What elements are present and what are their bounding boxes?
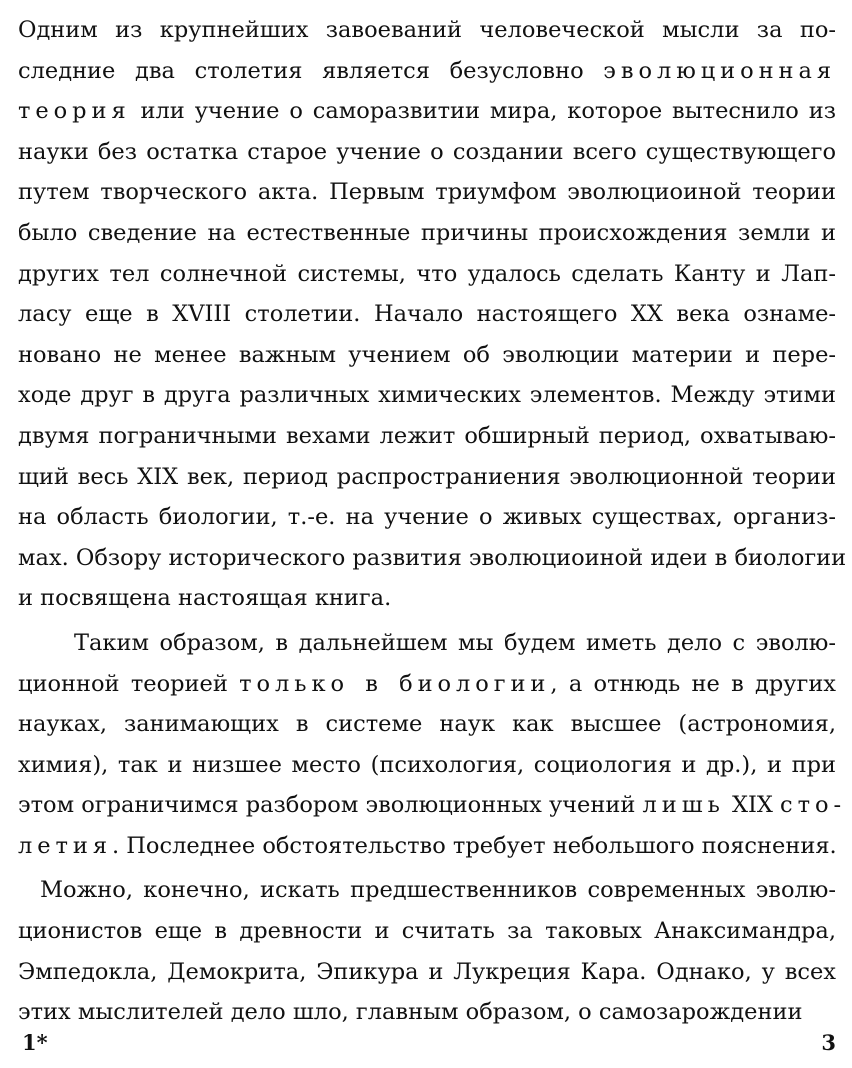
text-segment: щий весь XIX век, период распространиения эволюционной теории xyxy=(18,463,836,490)
text-line xyxy=(18,375,836,416)
text-line xyxy=(18,416,836,457)
text-segment: и посвящена настоящая книга. xyxy=(18,585,392,612)
paragraph xyxy=(18,10,847,619)
text-segment: науки без остатка старое учение о создании всего существующего xyxy=(18,138,836,165)
spaced-emphasis-text: только в биологии xyxy=(239,670,551,697)
text-line xyxy=(18,785,847,826)
text-line xyxy=(18,992,836,1033)
spaced-emphasis-text: сто- xyxy=(780,792,847,819)
signature-mark: 1* xyxy=(22,1030,48,1055)
spaced-emphasis-text: летия xyxy=(18,832,112,859)
text-line xyxy=(18,497,836,538)
paragraph xyxy=(18,870,836,1032)
text-segment: ционной теорией xyxy=(18,670,240,697)
text-line xyxy=(18,578,836,619)
text-line xyxy=(18,952,836,993)
text-segment: двумя пограничными вехами лежит обширный период, охватываю- xyxy=(18,422,836,449)
paragraph xyxy=(18,623,847,867)
body-text xyxy=(18,10,847,1033)
text-segment: путем творческого акта. Первым триумфом эволюциоиной теории xyxy=(18,179,836,206)
text-line xyxy=(18,254,836,295)
page-number: 3 xyxy=(821,1030,836,1055)
text-line xyxy=(18,826,836,867)
text-segment: ционистов еще в древности и считать за таковых Анаксимандра, xyxy=(18,918,836,945)
text-segment: ласу еще в XVIII столетии. Начало настоящего XX века ознаме- xyxy=(18,301,836,328)
text-line xyxy=(18,870,836,911)
text-segment: этом ограничимся разбором эволюционных учений xyxy=(18,792,643,819)
text-segment: науках, занимающих в системе наук как высшее (астрономия, xyxy=(18,711,836,738)
text-segment: XIX xyxy=(724,792,781,819)
text-segment: было сведение на естественные причины происхождения земли и xyxy=(18,219,836,246)
text-segment: этих мыслителей дело шло, главным образом, о самозарождении xyxy=(18,999,803,1026)
text-segment: мах. Обзору исторического развития эволюциоиной идеи в биологии xyxy=(18,544,847,571)
text-line xyxy=(18,294,836,335)
text-line xyxy=(18,911,836,952)
text-segment: Эмпедокла, Демокрита, Эпикура и Лукреция Кара. Однако, у всех xyxy=(18,958,836,985)
text-segment: на область биологии, т.-е. на учение о живых существах, организ- xyxy=(18,504,836,531)
text-segment: химия), так и низшее место (психология, социология и др.), и при xyxy=(18,751,836,778)
page-footer xyxy=(18,1030,836,1060)
text-segment: или учение о саморазвитии мира, которое вытеснило из xyxy=(130,98,836,125)
text-line xyxy=(18,664,836,705)
text-segment: , а отнюдь не в других xyxy=(550,670,836,697)
text-line xyxy=(18,538,847,579)
text-segment: следние два столетия является безусловно xyxy=(18,57,604,84)
text-line xyxy=(18,457,836,498)
text-segment: других тел солнечной системы, что удалось сделать Канту и Лап- xyxy=(18,260,836,287)
text-segment: . Последнее обстоятельство требует небольшого пояснения. xyxy=(112,832,837,859)
text-line xyxy=(18,213,836,254)
text-segment: ходе друг в друга различных химических элементов. Между этими xyxy=(18,382,836,409)
text-line xyxy=(18,172,836,213)
text-line xyxy=(18,51,836,92)
text-line xyxy=(18,10,836,51)
spaced-emphasis-text: лишь xyxy=(642,792,725,819)
text-line xyxy=(18,91,836,132)
text-line xyxy=(18,623,836,664)
text-line xyxy=(18,745,836,786)
spaced-emphasis-text: теория xyxy=(18,98,131,125)
text-segment: новано не менее важным учением об эволюции материи и пере- xyxy=(18,341,836,368)
text-line xyxy=(18,704,836,745)
spaced-emphasis-text: эволюционная xyxy=(603,57,836,84)
text-segment: Можно, конечно, искать предшественников современных эволю- xyxy=(40,877,836,904)
text-segment: Одним из крупнейших завоеваний человеческой мысли за по- xyxy=(18,17,836,43)
text-line xyxy=(18,132,836,173)
text-line xyxy=(18,335,836,376)
text-segment: Таким образом, в дальнейшем мы будем иметь дело с эволю- xyxy=(74,629,836,656)
